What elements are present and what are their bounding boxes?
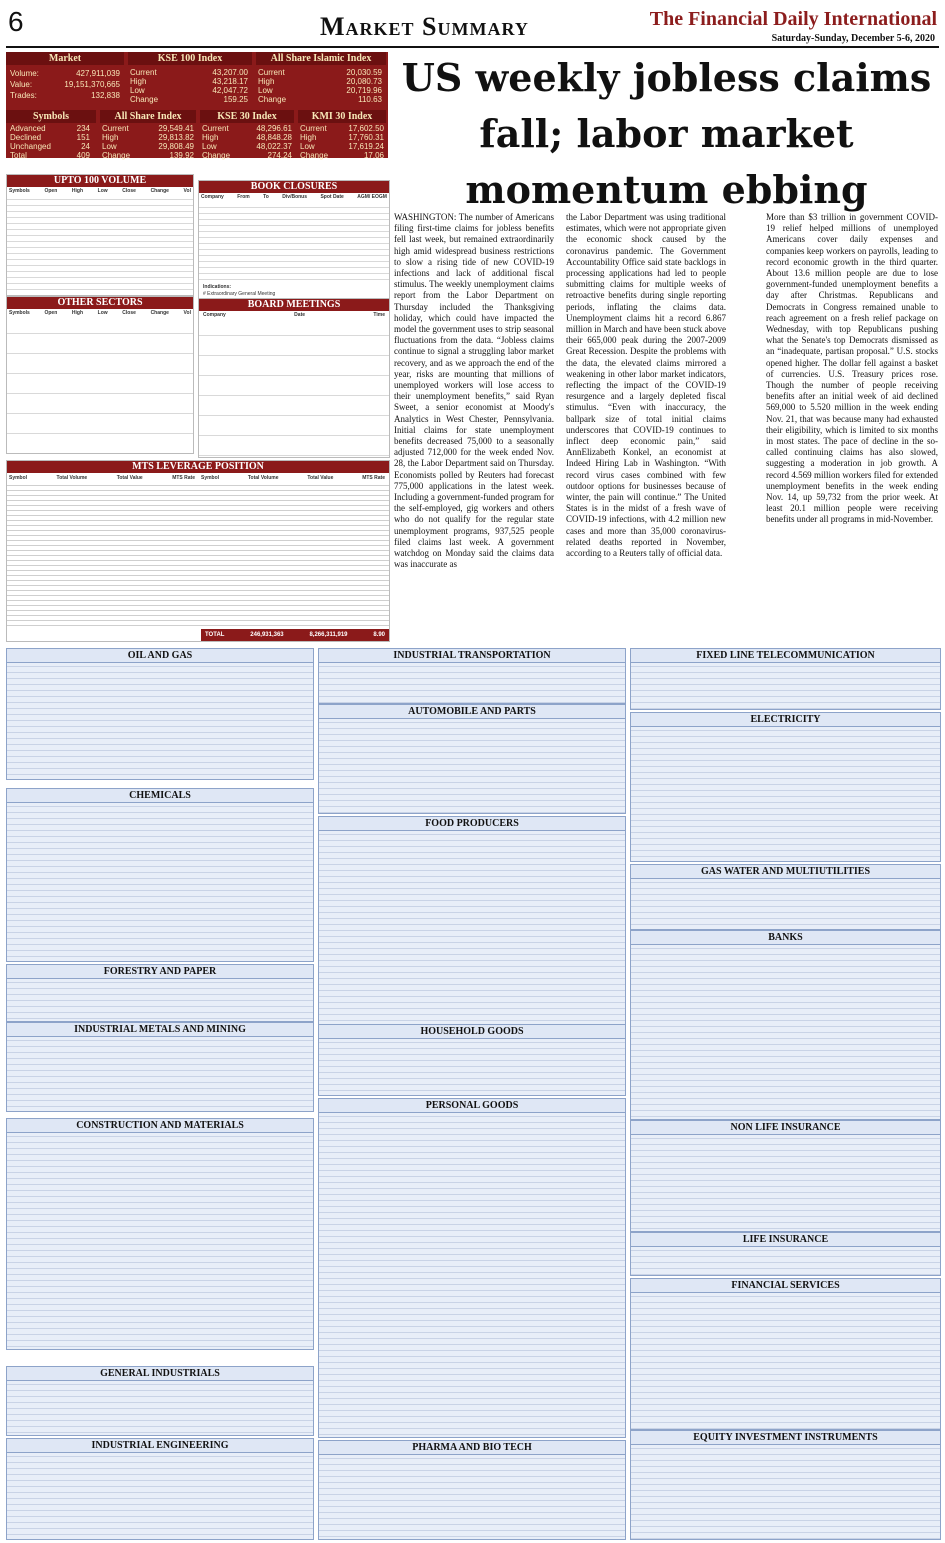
- sector-construction: [6, 1118, 314, 1350]
- sector-personal-goods: [318, 1098, 626, 1438]
- other-sectors-title: OTHER SECTORS: [7, 297, 193, 309]
- mts-rows: [7, 483, 389, 627]
- upto-100-volume-table: [6, 174, 194, 296]
- sector-rows: [631, 1135, 940, 1231]
- sector-industrial-engineering: [6, 1438, 314, 1540]
- sector-title: AUTOMOBILE AND PARTS: [319, 705, 625, 719]
- kse30-header: KSE 30 Index: [200, 110, 294, 123]
- sector-pharma-and-biotech: [318, 1440, 626, 1540]
- mts-title: MTS LEVERAGE POSITION: [7, 461, 389, 473]
- sector-rows: [319, 1455, 625, 1539]
- page-number: 6: [8, 6, 24, 37]
- section-title: Market Summary: [320, 12, 529, 41]
- sector-rows: [319, 663, 625, 703]
- market-header: Market: [6, 52, 124, 65]
- upto-100-title: UPTO 100 VOLUME: [7, 175, 193, 187]
- sector-equity-investment: [630, 1430, 941, 1540]
- sector-industrial-metals: [6, 1022, 314, 1112]
- board-meetings-table: [198, 298, 390, 458]
- sector-title: LIFE INSURANCE: [631, 1233, 940, 1247]
- other-sectors-rows: [7, 319, 193, 453]
- sector-non-life-insurance: [630, 1120, 941, 1232]
- book-closures-rows: [199, 205, 389, 281]
- sector-title: GENERAL INDUSTRIALS: [7, 1367, 313, 1381]
- sector-electricity: [630, 712, 941, 862]
- mts-leverage-table: [6, 460, 390, 642]
- headline: US weekly jobless claims fall; labor market momentum ebbing: [401, 55, 932, 212]
- sector-industrial-transportation: [318, 648, 626, 704]
- issue-date: Saturday-Sunday, December 5-6, 2020: [771, 33, 935, 44]
- sector-title: CONSTRUCTION AND MATERIALS: [7, 1119, 313, 1133]
- article-column-3: More than $3 trillion in government COVID-19 relief helped millions of unemployed Americans cover daily expenses and companies keep workers on payrolls, leading to record economic growth in the third quarter. About 13.6 million people are due to lose government-funded unemployment benefits a day after Christmas. Republicans and Democrats in Congress remained unable to reach agreement on a fresh relief package on Wednesday, with top Republicans pushing what the Senate's top Democrats dismissed as an “inadequate, partisan proposal.” U.S. stocks opened higher. The dollar fell against a basket of currencies. U.S. Treasury prices rose. Though the number of people receiving benefits after an initial week of aid declined 569,000 to 5.520 million in the week ending Nov. 21, that was because many had exhausted their eligibility, which is limited to six months in most states. The pace of decline in the so-called continuing claims has also slowed, suggesting a moderation in job growth. A record 4.569 million workers filed for extended unemployment benefits in the week ending Nov. 14, up 59,732 from the prior week. At least 20.1 million people were receiving benefits under all programs in mid-November.: [766, 212, 938, 525]
- sector-rows: [631, 1247, 940, 1275]
- sector-fixed-line-telecom: [630, 648, 941, 710]
- sector-title: NON LIFE INSURANCE: [631, 1121, 940, 1135]
- sector-rows: [631, 879, 940, 929]
- article-column-1: WASHINGTON: The number of Americans filing first-time claims for jobless benefits fell last week, but remained extraordinarily high amid widespread business restrictions to slow a rising tide of new COVID-19 infections and lack of additional fiscal stimulus. The weekly unemployment claims report from the Labor Department on Thursday included the Thanksgiving holiday, which could have impacted the model the government uses to strip seasonal fluctuations from the data. “Jobless claims continue to signal a struggling labor market recovery, and as we approach the end of the year, risks are mounting that millions of unemployed workers will lose access to their unemployment benefits,” said Ryan Sweet, a senior economist at Moody's Analytics in West Chester, Pennsylvania. Initial claims for state unemployment benefits decreased 75,000 to a seasonally adjusted 712,000 for the week ended Nov. 28, the Labor Department said on Thursday. Economists polled by Reuters had forecast 775,000 applications in the latest week. Including a government-funded program for the self-employed, gig workers and others who do not qualify for the regular state unemployment programs, 937,525 people filed claims last week. A government watchdog on Monday said the claims data was inaccurate as: [394, 212, 554, 570]
- sector-rows: [631, 663, 940, 709]
- allshare-islamic-values: Current 20,030.59 High 20,080.73 Low 20,719.96 Change 110.63: [258, 68, 382, 104]
- other-sectors-table: [6, 296, 194, 454]
- sector-title: PERSONAL GOODS: [319, 1099, 625, 1113]
- masthead-rule: [6, 46, 939, 48]
- allshare-header: All Share Index: [100, 110, 196, 123]
- mts-columns-right: Symbol Total Volume Total Value MTS Rate: [201, 475, 385, 481]
- sector-rows: [631, 1293, 940, 1429]
- board-meetings-rows: [199, 321, 389, 457]
- sector-chemicals: [6, 788, 314, 962]
- sector-rows: [631, 1445, 940, 1539]
- sector-household-goods: [318, 1024, 626, 1096]
- sector-title: PHARMA AND BIO TECH: [319, 1441, 625, 1455]
- sector-title: GAS WATER AND MULTIUTILITIES: [631, 865, 940, 879]
- kse30-values: Current 48,296.61 High 48,848.28 Low 48,022.37 Change 274.24: [202, 124, 292, 160]
- mts-total: TOTAL 246,931,363 8,266,311,919 8.90: [201, 629, 389, 641]
- allshare-values: Current 29,549.41 High 29,813.82 Low 29,808.49 Change 139.92: [102, 124, 194, 160]
- sector-forestry-and-paper: [6, 964, 314, 1022]
- market-values: Volume: 427,911,039 Value: 19,151,370,665 Trades: 132,838: [10, 69, 120, 100]
- book-closures-table: [198, 180, 390, 300]
- book-closures-columns: Company From To Div/Bonus Spot Date AGM/ EOGM: [201, 194, 387, 200]
- newspaper-name: The Financial Daily International: [649, 8, 937, 30]
- sector-rows: [7, 663, 313, 779]
- sector-title: INDUSTRIAL METALS AND MINING: [7, 1023, 313, 1037]
- sector-title: ELECTRICITY: [631, 713, 940, 727]
- upto-100-columns: Symbols Open High Low Close Change Vol: [9, 188, 191, 194]
- mts-columns-left: Symbol Total Volume Total Value MTS Rate: [9, 475, 195, 481]
- sector-rows: [7, 1381, 313, 1435]
- sector-title: INDUSTRIAL ENGINEERING: [7, 1439, 313, 1453]
- sector-title: FOOD PRODUCERS: [319, 817, 625, 831]
- sector-title: EQUITY INVESTMENT INSTRUMENTS: [631, 1431, 940, 1445]
- sector-automobile-and-parts: [318, 704, 626, 814]
- sector-title: FINANCIAL SERVICES: [631, 1279, 940, 1293]
- sector-rows: [319, 1113, 625, 1437]
- book-closures-title: BOOK CLOSURES: [199, 181, 389, 193]
- sector-title: INDUSTRIAL TRANSPORTATION: [319, 649, 625, 663]
- sector-gas-water: [630, 864, 941, 930]
- sector-rows: [7, 979, 313, 1021]
- sector-rows: [319, 831, 625, 1025]
- sector-rows: [7, 1453, 313, 1539]
- sector-life-insurance: [630, 1232, 941, 1276]
- sector-title: OIL AND GAS: [7, 649, 313, 663]
- sector-title: CHEMICALS: [7, 789, 313, 803]
- sector-rows: [631, 945, 940, 1119]
- market-summary-block: [6, 52, 388, 158]
- symbols-header: Symbols: [6, 110, 96, 123]
- article-column-2: the Labor Department was using traditional estimates, which were not appropriate given the economic shock caused by the coronavirus pandemic. The Government Accountability Office said state backlogs in processing applications had led to people submitting claims for multiple weeks of retroactive benefits during single reporting periods, inflating the claims data. Unemployment claims hit a record 6.867 million in March and have been stuck above their 665,000 peak during the 2007-2009 Great Recession. Despite the problems with the data, the elevated claims mirrored a weakening in other labor market indicators, reflecting the impact of the COVID-19 resurgence and a largely depleted fiscal stimulus. “Even with inaccuracy, the ballpark size of total initial claims underscores that COVID-19 continues to inflect deep economic pain,” said AnnElizabeth Konkel, an economist at Indeed Hiring Lab in Washington. “With record virus cases combined with few outdoor options for businesses because of winter, the pain will continue.” The United States is in the midst of a fresh wave of COVID-19 infections, with 4.2 million new cases and more than 35,000 coronavirus-related deaths reported in November, according to a Reuters tally of official data.: [566, 212, 726, 559]
- kmi30-values: Current 17,602.50 High 17,760.31 Low 17,619.24 Change 17.06: [300, 124, 384, 160]
- sector-title: HOUSEHOLD GOODS: [319, 1025, 625, 1039]
- kmi30-header: KMI 30 Index: [298, 110, 386, 123]
- sector-rows: [7, 803, 313, 961]
- other-sectors-columns: Symbols Open High Low Close Change Vol: [9, 310, 191, 316]
- sector-rows: [7, 1133, 313, 1349]
- sector-rows: [319, 719, 625, 813]
- kse100-values: Current 43,207.00 High 43,218.17 Low 42,047.72 Change 159.25: [130, 68, 248, 104]
- board-meetings-title: BOARD MEETINGS: [199, 299, 389, 311]
- sector-oil-and-gas: [6, 648, 314, 780]
- sector-food-producers: [318, 816, 626, 1026]
- sector-rows: [7, 1037, 313, 1111]
- sector-banks: [630, 930, 941, 1120]
- sector-general-industrials: [6, 1366, 314, 1436]
- board-meetings-columns: Company Date Time: [203, 312, 385, 318]
- book-closures-note: # Extraordinary General Meeting: [203, 291, 276, 297]
- book-closures-indications: Indications:: [203, 284, 232, 290]
- sector-rows: [319, 1039, 625, 1095]
- symbols-values: Advanced 234 Declined 151 Unchanged 24 Total 409: [10, 124, 90, 160]
- upto-100-rows: [7, 197, 193, 295]
- kse100-header: KSE 100 Index: [128, 52, 252, 65]
- sector-title: FIXED LINE TELECOMMUNICATION: [631, 649, 940, 663]
- sector-rows: [631, 727, 940, 861]
- sector-title: BANKS: [631, 931, 940, 945]
- sector-financial-services: [630, 1278, 941, 1430]
- allshare-islamic-header: All Share Islamic Index: [256, 52, 386, 65]
- sector-title: FORESTRY AND PAPER: [7, 965, 313, 979]
